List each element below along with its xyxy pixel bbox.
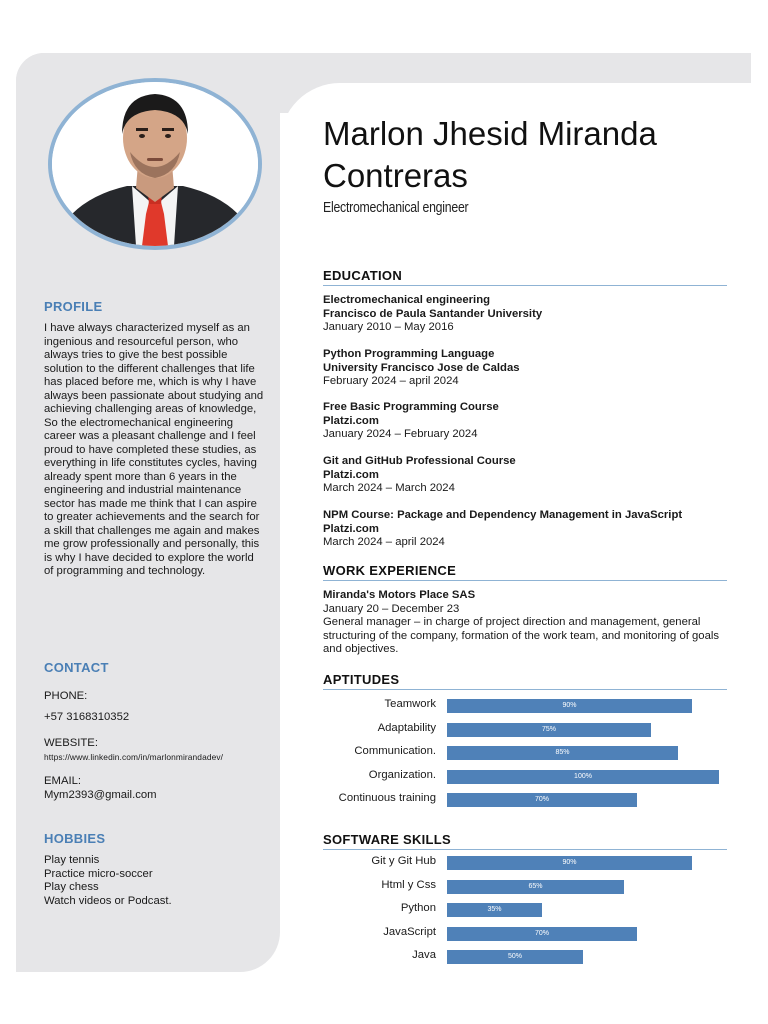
education-entry xyxy=(323,455,733,496)
skill-percent: 75% xyxy=(541,725,556,733)
skill-bar-row xyxy=(300,770,740,784)
education-title: Python Programming Language xyxy=(323,348,495,360)
education-institution: Platzi.com xyxy=(323,468,379,481)
website-link[interactable]: https://www.linkedin.com/in/marlonmirandadev/ xyxy=(44,752,224,762)
skill-bar-row xyxy=(300,699,740,713)
skill-bar xyxy=(447,746,678,760)
skill-bar xyxy=(447,903,542,917)
skill-bar-row xyxy=(300,903,740,917)
skill-bar xyxy=(447,723,651,737)
skill-percent: 65% xyxy=(528,882,543,890)
skill-percent: 50% xyxy=(507,953,522,960)
skill-bar xyxy=(447,793,637,807)
skill-percent: 90% xyxy=(562,859,577,866)
skill-bar xyxy=(447,856,692,870)
website-label: WEBSITE: xyxy=(44,737,98,749)
education-dates: January 2024 – February 2024 xyxy=(323,428,478,440)
email-link[interactable]: Mym2393@gmail.com xyxy=(44,789,157,801)
job-title: Electromechanical engineer xyxy=(323,199,469,216)
education-dates: February 2024 – april 2024 xyxy=(323,375,459,387)
skill-bar xyxy=(447,950,583,964)
candidate-name: Marlon Jhesid Miranda Contreras xyxy=(323,115,657,194)
skill-label: Python xyxy=(400,902,436,914)
education-title: Git and GitHub Professional Course xyxy=(323,455,516,467)
skill-percent: 70% xyxy=(534,929,549,937)
skill-label: Communication. xyxy=(354,745,436,757)
skill-bar xyxy=(447,880,624,894)
skill-percent: 90% xyxy=(562,702,577,709)
skill-percent: 100% xyxy=(574,772,592,780)
skill-percent: 35% xyxy=(487,906,502,913)
contact-heading: CONTACT xyxy=(44,660,109,675)
education-dates: January 2010 – May 2016 xyxy=(323,321,454,333)
skill-bar-row xyxy=(300,880,740,894)
hobbies-list xyxy=(44,854,266,908)
skill-bar-row xyxy=(300,927,740,941)
skill-bar-row xyxy=(300,950,740,964)
skill-label: Git y Git Hub xyxy=(371,855,436,867)
skill-bar xyxy=(447,770,719,784)
profile-text: I have always characterized myself as an ingenious and resourceful person, who always tries to give the best possible solution to the different challenges that life has placed before me, which is why I have always been passionate about studying and achieving challenging areas of knowledge, So the electromechanical engineering career was a pleasant challenge and I feel proud to have completed these studies, as everything in life constitutes cycles, having already spent more than 6 years in the engineering and industrial maintenance sector has made me think that I can aspire to greater achievements and the search for a skill that challenges me again and makes me grow professionally and personally, this is why I have decided to explore the world of programming and technology. xyxy=(44,322,264,577)
skill-label: Html y Css xyxy=(381,878,436,891)
skill-bar xyxy=(447,927,637,941)
aptitudes-heading: APTITUDES xyxy=(323,672,727,690)
education-institution: University Francisco Jose de Caldas xyxy=(323,361,520,374)
skill-bar-row xyxy=(300,793,740,807)
education-title: Electromechanical engineering xyxy=(323,294,490,306)
education-entry xyxy=(323,348,733,389)
education-title: Free Basic Programming Course xyxy=(323,401,499,413)
skill-label: Teamwork xyxy=(384,698,436,710)
work-entry xyxy=(323,589,733,657)
education-institution: Platzi.com xyxy=(323,522,379,535)
skill-label: Organization. xyxy=(368,768,436,781)
skill-label: Continuous training xyxy=(338,792,436,804)
work-description: General manager – in charge of project direction and management, general structuring of the company, formation of the work team, and monitoring of goals and objectives. xyxy=(323,616,720,655)
education-institution: Francisco de Paula Santander University xyxy=(323,307,543,320)
email-label: EMAIL: xyxy=(44,775,82,787)
phone-value: +57 3168310352 xyxy=(44,711,130,723)
education-institution: Platzi.com xyxy=(323,414,379,427)
education-dates: March 2024 – March 2024 xyxy=(323,482,455,494)
skill-bar xyxy=(447,699,692,713)
work-dates: January 20 – December 23 xyxy=(323,602,460,615)
education-dates: March 2024 – april 2024 xyxy=(323,536,445,548)
skill-bar-row xyxy=(300,856,740,870)
work-company: Miranda's Motors Place SAS xyxy=(323,589,476,601)
software-heading: SOFTWARE SKILLS xyxy=(323,832,727,850)
hobby-item: Watch videos or Podcast. xyxy=(44,894,172,907)
hobby-item: Play chess xyxy=(44,881,99,893)
education-entry xyxy=(323,294,733,335)
education-entry xyxy=(323,509,733,550)
skill-percent: 70% xyxy=(534,796,549,803)
education-entry xyxy=(323,401,733,442)
profile-photo xyxy=(48,78,262,250)
hobbies-heading: HOBBIES xyxy=(44,831,106,846)
education-heading: EDUCATION xyxy=(323,268,727,286)
profile-heading: PROFILE xyxy=(44,299,103,314)
skill-bar-row xyxy=(300,723,740,737)
skill-label: JavaScript xyxy=(383,925,436,938)
skill-percent: 85% xyxy=(555,749,570,756)
phone-label: PHONE: xyxy=(44,690,88,702)
work-heading: WORK EXPERIENCE xyxy=(323,563,727,581)
skill-label: Java xyxy=(412,949,436,961)
skill-bar-row xyxy=(300,746,740,760)
education-title: NPM Course: Package and Dependency Management in JavaScript xyxy=(323,509,683,521)
hobby-item: Play tennis xyxy=(44,854,100,866)
skill-label: Adaptability xyxy=(377,721,436,734)
hobby-item: Practice micro-soccer xyxy=(44,867,153,880)
